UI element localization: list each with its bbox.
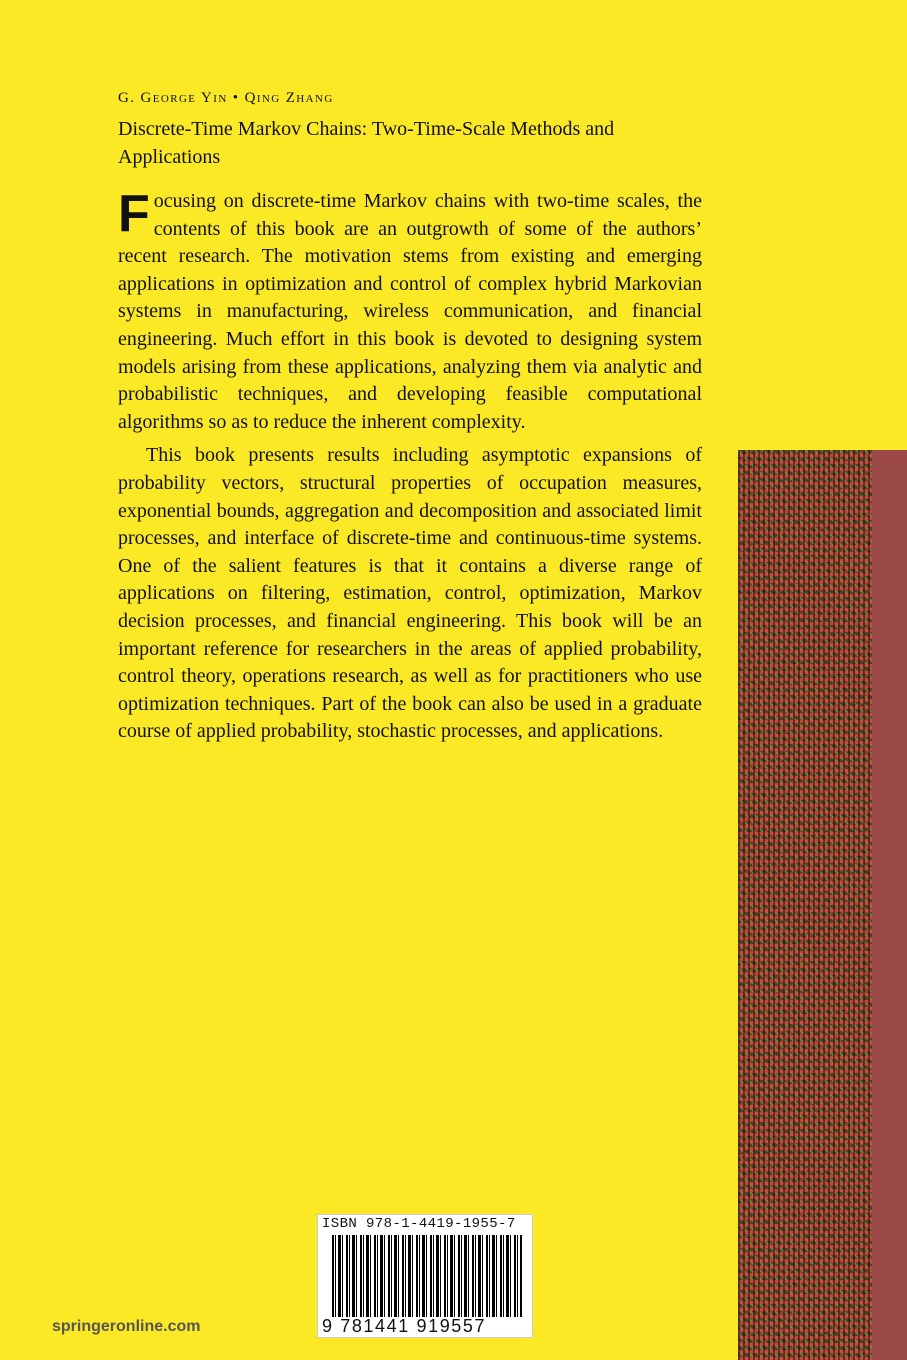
book-title: Discrete-Time Markov Chains: Two-Time-Scale Methods and Applications — [118, 118, 615, 168]
drop-cap: F — [118, 185, 150, 243]
isbn-barcode — [317, 1214, 533, 1338]
description — [118, 185, 702, 746]
authors: G. George Yin • Qing Zhang — [118, 90, 334, 106]
isbn-number: ISBN 978-1-4419-1955-7 — [322, 1216, 516, 1232]
spine-color-strip — [872, 450, 907, 1360]
publisher-website: springeronline.com — [52, 1318, 201, 1335]
decorative-pattern-strip — [738, 450, 872, 1360]
description-paragraph-1 — [118, 185, 702, 436]
ean-number: 9 781441 919557 — [322, 1316, 487, 1336]
barcode-bars — [332, 1235, 522, 1317]
paragraph-1-text: ocusing on discrete-time Markov chains with two-time scales, the contents of this book are an outgrowth of some of the authors’ recent research. The motivation stems from existing and emerging applications in optimization and control of complex hybrid Markovian systems in manufacturing, wireless communication, and financial engineering. Much effort in this book is devoted to designing system models arising from these applications, analyzing them via analytic and probabilistic techniques, and developing feasible computational algorithms so as to reduce the inherent complexity. — [118, 190, 702, 433]
description-paragraph-2: This book presents results including asymptotic expansions of probability vectors, structural properties of occupation measures, exponential bounds, aggregation and decomposition and associated limit processes, and interface of discrete-time and continuous-time systems. One of the salient features is that it contains a diverse range of applications on filtering, estimation, control, optimization, Markov decision processes, and financial engineering. This book will be an important reference for researchers in the areas of applied probability, control theory, operations research, as well as for practitioners who use optimization techniques. Part of the book can also be used in a graduate course of applied probability, stochastic processes, and applications. — [118, 444, 702, 743]
